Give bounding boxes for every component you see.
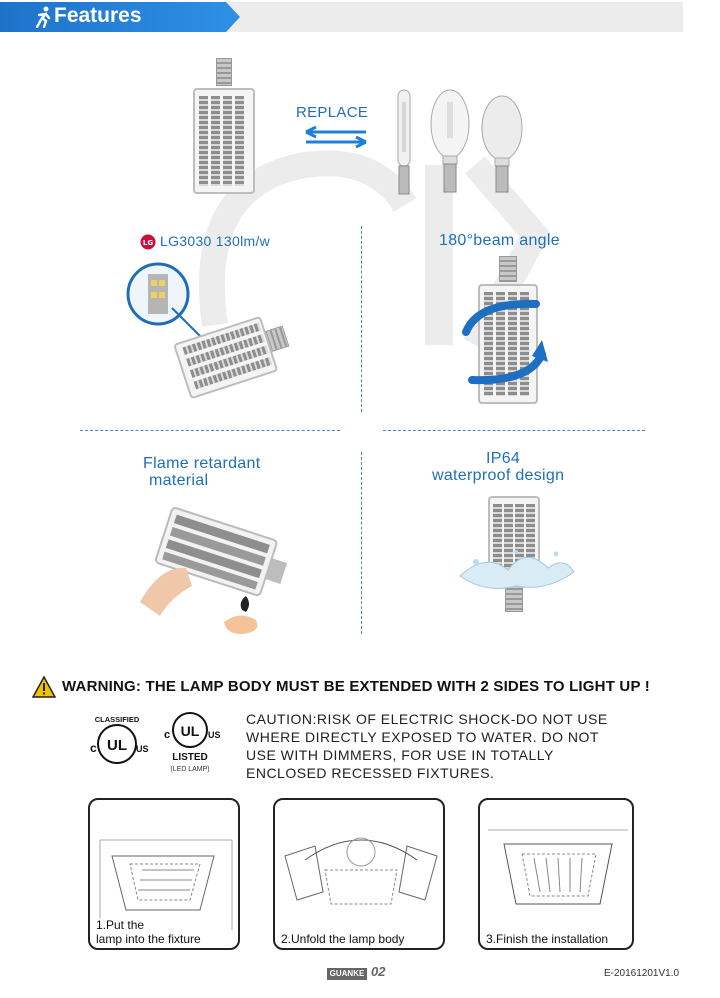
ul-listed-text: LISTED xyxy=(172,752,208,763)
step-panel-2 xyxy=(273,798,445,950)
page-title: Features xyxy=(54,4,142,27)
step-panel-3 xyxy=(478,798,634,950)
footer-brand: GUANKE xyxy=(327,968,367,980)
ul-listed-us: US xyxy=(208,730,221,740)
metal-halide-bulb-icon xyxy=(428,88,472,194)
corn-lamp-top xyxy=(193,58,255,194)
warning-banner xyxy=(32,676,692,700)
caution-line-1: CAUTION:RISK OF ELECTRIC SHOCK-DO NOT USE xyxy=(246,711,608,727)
flame-label-line1: Flame retardant xyxy=(143,455,261,472)
document-code: E-20161201V1.0 xyxy=(604,968,680,979)
divider-horizontal-right xyxy=(383,430,645,431)
hps-tube-bulb-icon xyxy=(392,88,416,196)
waterproof-label: waterproof design xyxy=(432,467,565,484)
ip-rating-label: IP64 xyxy=(486,450,521,467)
rotation-arrow-icon xyxy=(458,292,550,392)
ul-classified-c: c xyxy=(90,741,97,755)
caution-line-2: WHERE DIRECTLY EXPOSED TO WATER. DO NOT xyxy=(246,729,599,745)
ul-listed-led-lamp: (LED LAMP) xyxy=(170,766,210,773)
ul-classified-text: CLASSIFIED xyxy=(94,715,140,724)
divider-vertical-lower xyxy=(361,452,362,634)
unfold-lamp-illustration xyxy=(275,800,445,950)
step-1-caption-line1: 1.Put the xyxy=(96,918,145,932)
replace-label: REPLACE xyxy=(296,104,369,121)
ul-classified-us: US xyxy=(136,744,149,754)
warning-triangle-icon xyxy=(32,676,56,698)
lg-logo-text: LG xyxy=(142,239,154,247)
finished-install-illustration xyxy=(480,800,634,950)
flame-label-line2: material xyxy=(149,472,209,489)
ul-classified-logo xyxy=(82,712,152,770)
caution-text xyxy=(246,710,666,782)
step-3-caption: 3.Finish the installation xyxy=(486,932,609,946)
divider-horizontal-left xyxy=(80,430,340,431)
replace-arrows-icon xyxy=(302,126,370,148)
lg-logo-icon xyxy=(140,234,156,250)
page-number: 02 xyxy=(371,964,386,979)
water-splash-icon xyxy=(456,542,576,594)
divider-vertical-upper xyxy=(361,226,362,412)
hand-holding-lamp-image xyxy=(130,506,290,636)
warning-text: WARNING: THE LAMP BODY MUST BE EXTENDED WITH 2 SIDES TO LIGHT UP ! xyxy=(62,678,650,695)
step-panel-1 xyxy=(88,798,240,950)
step-1-caption-line2: lamp into the fixture xyxy=(96,932,201,946)
ul-listed-logo xyxy=(158,708,228,774)
caution-line-4: ENCLOSED RECESSED FIXTURES. xyxy=(246,765,495,781)
ul-listed-mark: UL xyxy=(180,723,200,739)
beam-angle-label: 180°beam angle xyxy=(439,232,560,249)
ul-classified-mark: UL xyxy=(107,737,127,754)
led-chip-label: LG3030 130lm/w xyxy=(160,233,271,249)
running-figure-icon xyxy=(34,6,52,28)
caution-line-3: USE WITH DIMMERS, FOR USE IN TOTALLY xyxy=(246,747,554,763)
step-2-caption: 2.Unfold the lamp body xyxy=(281,932,405,946)
ul-listed-c: c xyxy=(164,729,171,741)
mercury-bulb-icon xyxy=(480,94,524,194)
